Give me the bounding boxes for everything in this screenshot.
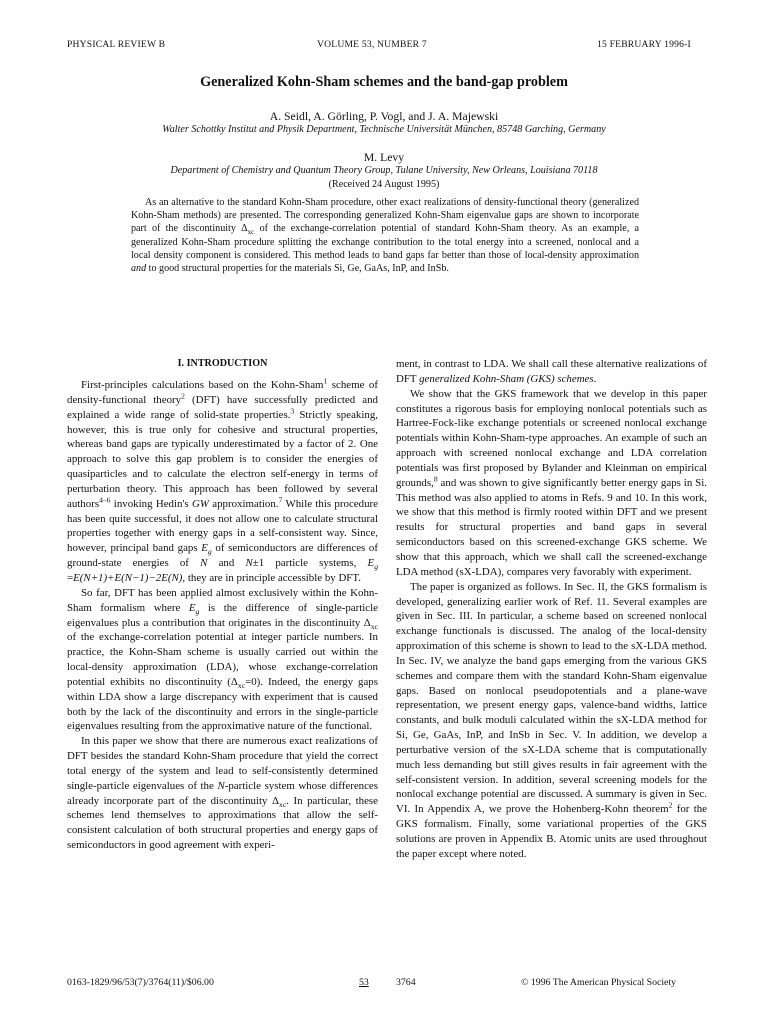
received-date: (Received 24 August 1995) [328,179,440,190]
paragraph-4: We show that the GKS framework that we develop in this paper constitutes a rigorous basis for employing nonlocal potentials such as Hartree-Fock-like exchange potentials or screened nonlocal exchange potentials within Kohn-Sham-type approaches. An example of such an approach with screened nonlocal exchange and LDA correlation potentials was first proposed by Bylander and Kleinman on empirical grounds,$^8$ and was shown to give significantly better energy gaps in Si. This method was also applied to atoms in Refs. 9 and 10. In this work, we show that this method is firmly rooted within DFT and we present results for structural properties and band gaps in several semiconductors based on this screened-exchange GKS scheme. We show that this approach, which we shall call the screened-exchange LDA method (sX-LDA), compares very favorably with experiment. [396,387,707,578]
page-number: 3764 [396,977,416,988]
section-heading-introduction: I. INTRODUCTION [177,358,268,369]
paragraph-3: In this paper we show that there are numerous exact realizations of DFT besides the standard Kohn-Sham procedure that yield the correct total energy of the system and lead to self-consistently determined single-particle eigenvalues of the N-particle system whose differences already incorporate part of the discontinuity $\Delta_{xc}$. In particular, these schemes lend themselves to approximations that allow the self-consistent calculation of both structural properties and energy gaps of semiconductors in good agreement with experi- [67,735,378,852]
journal-name: PHYSICAL REVIEW B [67,39,166,50]
copyright: © 1996 The American Physical Society [521,977,677,988]
paragraph-1: First-principles calculations based on the Kohn-Sham$^1$ scheme of density-functional theory$^2$ (DFT) have successfully predicted and explained a wide range of solid-state properties.$^3$ Strictly speaking, however, this is true only for cohesive and structural properties, whereas band gaps are typically underestimated by a factor of 2. One approach to solve this gap problem is to consider the energies of quasiparticles and to calculate the electron self-energy in terms of perturbation theory. This approach has been followed by several authors$^{4-6}$ invoking Hedin's GW approximation.$^7$ While this procedure has been quite successful, it does not allow one to calculate structural properties together with energy gaps in a self-consistent way. Since, however, principal band gaps $E_g$ of semiconductors are differences of ground-state energies of N and N±1 particle systems, $E_g =E(N+1)+E(N-1)-2E(N)$, they are in principle accessible by DFT. [67,376,379,584]
left-column [67,357,378,853]
paragraph-continued: ment, in contrast to LDA. We shall call these alternative realizations of DFT generalized Kohn-Sham (GKS) schemes. [396,358,707,385]
affiliation-1: Walter Schottky Institut and Physik Department, Technische Universität München, 85748 Garching, Germany [162,124,606,135]
paper-title: Generalized Kohn-Sham schemes and the band-gap problem [200,74,568,90]
author-list-1: A. Seidl, A. Görling, P. Vogl, and J. A. Majewski [269,110,499,123]
footer-volume: 53 [359,977,369,988]
abstract: As an alternative to the standard Kohn-Sham procedure, other exact realizations of density-functional theory (generalized Kohn-Sham methods) are presented. The corresponding generalized Kohn-Sham eigenvalue gaps are shown to incorporate part of the discontinuity $\Delta_{xc}$ of the exchange-correlation potential of standard Kohn-Sham theory. As an example, a generalized Kohn-Sham procedure splitting the exchange contribution to the total energy into a screened, nonlocal and a local density component is considered. This method leads to band gaps far better than those of local-density approximation and to good structural properties for the materials Si, Ge, GaAs, InP, and InSb. [131,197,639,275]
issue-date: 15 FEBRUARY 1996-I [597,39,691,50]
paragraph-2: So far, DFT has been applied almost exclusively within the Kohn-Sham formalism where $E_g$ is the difference of single-particle eigenvalues plus a contribution that originates in the discontinuity $\Delta_{xc}$ of the exchange-correlation potential at integer particle numbers. In practice, the Kohn-Sham scheme is usually carried out within the local-density approximation (LDA), whose exchange-correlation potential exhibits no discontinuity $(\Delta_{xc}=0)$. Indeed, the energy gaps within LDA show a large discrepancy with experiment that is caused both by the lack of the discontinuity and errors in the single-particle eigenvalues resulting from the approximative nature of the functional. [67,586,378,733]
volume-number: VOLUME 53, NUMBER 7 [317,39,427,50]
right-column [396,357,707,862]
author-list-2: M. Levy [363,151,405,164]
footer-code: 0163-1829/96/53(7)/3764(11)/$06.00 [67,977,214,988]
paragraph-5: The paper is organized as follows. In Sec. II, the GKS formalism is developed, generalizing earlier work of Ref. 11. Several examples are given in Sec. III. In particular, a scheme based on screened nonlocal exchange functionals is discussed. The analog of the local-density approximation of this scheme is shown to lead to the sX-LDA method. In Sec. IV, we analyze the band gaps emerging from the various GKS schemes and compare them with the standard Kohn-Sham eigenvalue gaps. Based on nonlocal pseudopotentials and a plane-wave representation, we present energy gaps, valence-band widths, lattice constants, and bulk moduli calculated within the sX-LDA method for Si, Ge, GaAs, InP, and InSb in Sec. V. In addition, we develop a perturbative version of the sX-LDA scheme that is computationally much less demanding but still gives results in fair agreement with the self-consistent version. In addition, several screening models for the nonlocal exchange potential are discussed. A summary is given in Sec. VI. In Appendix A, we prove the Hohenberg-Kohn theorem$^2$ for the GKS formalism. Finally, some variational properties of the GKS solutions are proven in Appendix B. Atomic units are used throughout the paper except where noted. [396,580,708,860]
affiliation-2: Department of Chemistry and Quantum Theory Group, Tulane University, New Orleans, Louisiana 70118 [170,165,598,176]
